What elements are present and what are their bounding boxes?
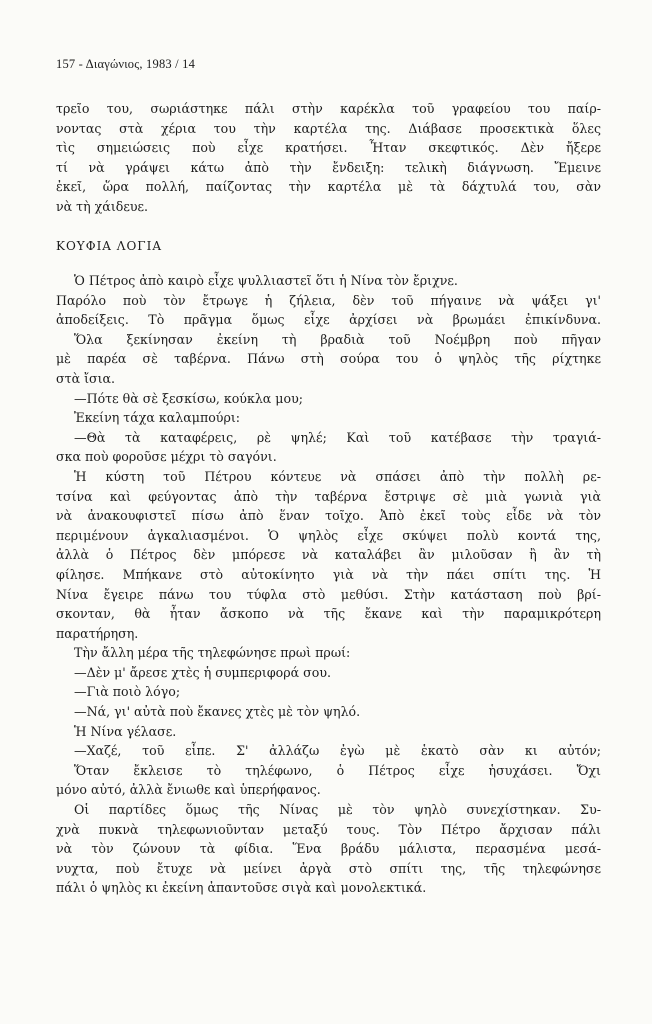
- text-line: στὰ ἴσια.: [56, 370, 116, 386]
- text-line: μόνο αὐτό, ἀλλὰ ἔνιωθε καὶ ὑπερήφανος.: [56, 782, 321, 798]
- text-line: Τὴν ἄλλη μέρα τῆς τηλεφώνησε πρωὶ πρωί:: [74, 645, 351, 661]
- dialogue-line: —Δὲν μ' ἄρεσε χτὲς ἡ συμπεριφορά σου.: [74, 664, 332, 680]
- dialogue-line: —Χαζέ, τοῦ εἶπε. Σ' ἀλλάζω ἐγὼ μὲ ἑκατὸ σὰν κι αὐτόν;: [74, 743, 601, 759]
- text-line: φίλησε. Μπήκανε στὸ αὐτοκίνητο γιὰ νὰ τὴν πάει σπίτι της. Ἡ: [56, 566, 601, 582]
- section-title: ΚΟΥΦΙΑ ΛΟΓΙΑ: [56, 239, 163, 253]
- text-line: Οἱ παρτίδες ὅμως τῆς Νίνας μὲ τὸν ψηλὸ συνεχίστηκαν. Συ-: [74, 802, 601, 818]
- text-line: σκα ποὺ φοροῦσε μέχρι τὸ σαγόνι.: [56, 449, 277, 465]
- text-line: νὰ τὴ χάιδευε.: [56, 198, 149, 214]
- text-line: νὰ τὸν ζώνουν τὰ φίδια. Ἕνα βράδυ μάλιστα, περασμένα μεσά-: [56, 841, 601, 857]
- text-line: Νίνα ἔγειρε πάνω του τύφλα στὸ μεθύσι. Στὴν κατάσταση ποὺ βρί-: [56, 586, 601, 602]
- dialogue-line: —Γιὰ ποιὸ λόγο;: [74, 684, 181, 700]
- dialogue-line: —Πότε θὰ σὲ ξεσκίσω, κούκλα μου;: [74, 390, 303, 406]
- text-line: Ἐκείνη τάχα καλαμπούρι:: [74, 410, 241, 426]
- text-line: χνὰ πυκνὰ τηλεφωνιοῦνταν μεταξύ τους. Τὸν Πέτρο ἄρχισαν πάλι: [56, 821, 601, 837]
- text-line: Ἡ Νίνα γέλασε.: [74, 723, 177, 739]
- text-line: νοντας στὰ χέρια του τὴν καρτέλα της. Διάβασε προσεκτικὰ ὅλες: [56, 120, 601, 136]
- text-line: τὶς σημειώσεις ποὺ εἶχε κρατήσει. Ἦταν σκεφτικός. Δὲν ἤξερε: [56, 140, 601, 156]
- text-line: Ὅλα ξεκίνησαν ἐκείνη τὴ βραδιὰ τοῦ Νοέμβρη ποὺ πῆγαν: [74, 331, 601, 347]
- text-line: Παρόλο ποὺ τὸν ἔτρωγε ἡ ζήλεια, δὲν τοῦ πήγαινε νὰ ψάξει γι': [56, 292, 601, 308]
- text-line: παρατήρηση.: [56, 625, 139, 641]
- dialogue-line: —Νά, γι' αὐτὰ ποὺ ἔκανες χτὲς μὲ τὸν ψηλό.: [74, 704, 361, 720]
- text-line: πάλι ὁ ψηλὸς κι ἐκείνη ἀπαντοῦσε σιγὰ καὶ μονολεκτικά.: [56, 880, 427, 896]
- text-line: Ἡ κύστη τοῦ Πέτρου κόντευε νὰ σπάσει ἀπὸ τὴν πολλὴ ρε-: [74, 468, 601, 484]
- intro-paragraph: [56, 99, 601, 217]
- text-line: τρεῖο του, σωριάστηκε πάλι στὴν καρέκλα τοῦ γραφείου του παίρ-: [56, 101, 601, 116]
- page-header: 157 - Διαγώνιος, 1983 / 14: [56, 57, 196, 71]
- text-line: σκονταν, θὰ ἦταν ἄσκοπο νὰ τῆς ἔκανε καὶ τὴν παραμικρότερη: [56, 606, 601, 622]
- dialogue-line: —Θὰ τὰ καταφέρεις, ρὲ ψηλέ; Καὶ τοῦ κατέβασε τὴν τραγιά-: [74, 429, 601, 445]
- text-line: ἀλλὰ ὁ Πέτρος δὲν μπόρεσε νὰ καταλάβει ἂν μιλοῦσαν ἢ ἂν τὴ: [56, 547, 601, 563]
- text-line: ἀποδείξεις. Τὸ πρᾶγμα ὅμως εἶχε ἀρχίσει νὰ βρωμάει ἐπικίνδυνα.: [56, 312, 601, 328]
- text-line: νυχτα, ποὺ ἔτυχε νὰ μείνει ἀργὰ στὸ σπίτι της, τῆς τηλεφώνησε: [56, 860, 601, 876]
- text-line: τσίνα καὶ φεύγοντας ἀπὸ τὴν ταβέρνα ἔστριψε σὲ μιὰ γωνιὰ γιὰ: [56, 488, 601, 504]
- text-line: Ὅταν ἔκλεισε τὸ τηλέφωνο, ὁ Πέτρος εἶχε ἡσυχάσει. Ὄχι: [74, 762, 601, 778]
- text-line: τί νὰ γράψει κάτω ἀπὸ τὴν ἔνδειξη: τελικὴ διάγνωση. Ἔμεινε: [56, 159, 601, 175]
- text-line: ἐκεῖ, ὥρα πολλή, παίζοντας τὴν καρτέλα μὲ τὰ δάχτυλά του, σὰν: [56, 179, 601, 195]
- text-line: Ὁ Πέτρος ἀπὸ καιρὸ εἶχε ψυλλιαστεῖ ὅτι ἡ Νίνα τὸν ἔριχνε.: [74, 273, 458, 288]
- story-body: [56, 271, 601, 898]
- text-line: νὰ ἀνακουφιστεῖ πίσω ἀπὸ ἕναν τοῖχο. Ἀπὸ ἐκεῖ τοὺς εἶδε νὰ τὸν: [56, 508, 601, 524]
- text-line: μὲ παρέα σὲ ταβέρνα. Πάνω στὴ σούρα του ὁ ψηλὸς τῆς ρίχτηκε: [56, 351, 601, 367]
- text-line: περιμένουν ἀγκαλιασμένοι. Ὁ ψηλὸς εἶχε σκύψει πολὺ κοντά της,: [56, 527, 601, 543]
